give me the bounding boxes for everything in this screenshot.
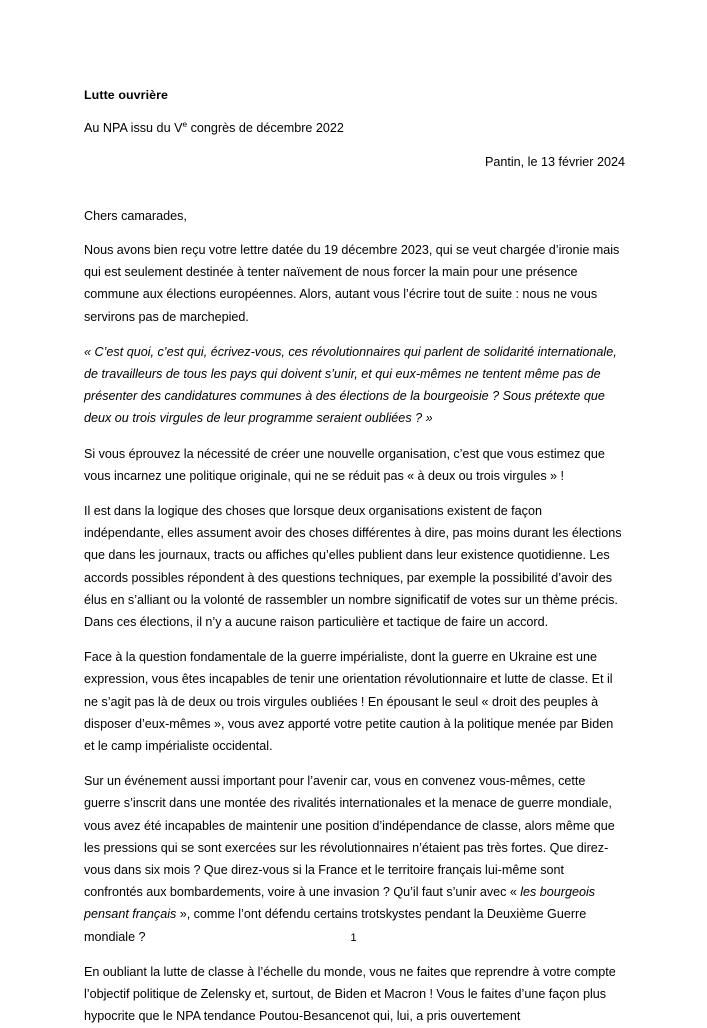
paragraph-two-organizations-logic: Il est dans la logique des choses que lorsque deux organisations existent de façon indépendante, elles assument avoir des choses différentes à dire, pas moins durant les élections que dans les journaux, tracts ou affiches qu’elles publient dans leur existence quotidienne. Les accords possibles répondent à des questions techniques, par exemple la possibilité d’avoir des élus en s’alliant ou la volonté de rassembler un nombre significatif de votes sur un thème précis. Dans ces élections, il n’y a aucune raison particulière et tactique de faire un accord. (84, 504, 622, 630)
addressee-suffix: congrès de décembre 2022 (187, 121, 344, 135)
paragraph-world-war-threat-part1: Sur un événement aussi important pour l’avenir car, vous en convenez vous-mêmes, cette guerre s’inscrit dans une montée des rivalités internationales et la menace de guerre mondiale, vous avez été incapables de maintenir une position d’indépendance de classe, alors même que les pressions qui se sont exercées sur les révolutionnaires n’étaient pas très fortes. Que direz-vous dans six mois ? Que direz-vous si la France et le territoire français lui-même sont confrontés aux bombardements, voire à une invasion ? Qu’il faut s’unir avec « (84, 774, 615, 900)
paragraph-class-struggle-forgotten: En oubliant la lutte de classe à l’échelle du monde, vous ne faites que reprendre à votre compte l’objectif politique de Zelensky et, surtout, de Biden et Macron ! Vous le faites d’une façon plus hypocrite que le NPA tendance Poutou-Besancenot qui, lui, a pris ouvertement (84, 964, 616, 1024)
salutation: Chers camarades, (84, 209, 187, 223)
paragraph-new-organization: Si vous éprouvez la nécessité de créer une nouvelle organisation, c’est que vous estimez que vous incarnez une politique originale, qui ne se réduit pas « à deux ou trois virgules » ! (84, 446, 605, 483)
paragraph-world-war-threat-part2: », comme l’ont défendu certains trotskystes pendant la Deuxième Guerre mondiale ? (84, 907, 587, 944)
paragraph-quoted-passage: « C’est quoi, c’est qui, écrivez-vous, ces révolutionnaires qui parlent de solidarité internationale, de travailleurs de tous les pays qui doivent s’unir, et qui eux-mêmes ne tentent même pas de présenter des candidatures communes à des élections de la bourgeoisie ? Sous prétexte que deux ou trois virgules de leur programme seraient oubliées ? » (84, 344, 617, 426)
paragraph-imperialist-war: Face à la question fondamentale de la guerre impérialiste, dont la guerre en Ukraine est une expression, vous êtes incapables de tenir une orientation révolutionnaire et lutte de classe. Et il ne s’agit pas là de deux ou trois virgules oubliées ! En épousant le seul « droit des peuples à disposer d’eux-mêmes », vous avez apporté votre petite caution à la politique menée par Biden et le camp impérialiste occidental. (84, 650, 614, 754)
paragraph-reception-letter: Nous avons bien reçu votre lettre datée du 19 décembre 2023, qui se veut chargée d’ironie mais qui est seulement destinée à tenter naïvement de nous forcer la main pour une présence commune aux élections européennes. Alors, autant vous l’écrire tout de suite : nous ne vous servirons pas de marchepied. (84, 243, 620, 324)
page-number: 1 (350, 932, 357, 944)
addressee-prefix: Au NPA issu du V (84, 121, 183, 135)
addressee-line (84, 117, 625, 139)
dateline: Pantin, le 13 février 2024 (484, 155, 625, 169)
italic-phrase-bourgeois-pensant-francais: les bourgeois pensant français (84, 885, 596, 922)
ordinal-superscript: e (182, 118, 188, 129)
letterhead-organization: Lutte ouvrière (84, 88, 169, 102)
paragraph-world-war-threat (84, 770, 625, 948)
